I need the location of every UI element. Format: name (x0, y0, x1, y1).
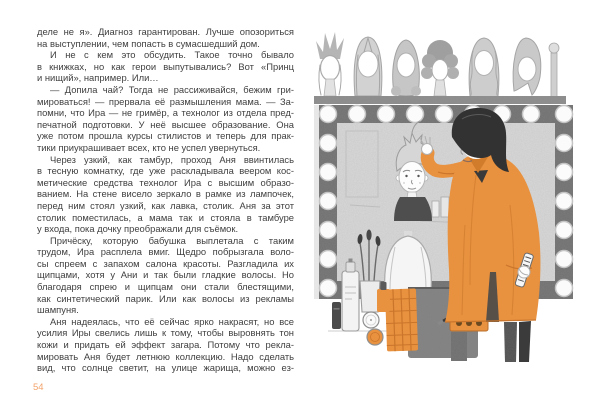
text-line: сы спреем с запахом салона красоты. Разгладила их (37, 257, 294, 269)
text-line: трудом, Ира расплела вмиг. Щедро побрызгала воло- (37, 246, 294, 258)
text-line: у входа, пока дочку преображали для съёмок. (37, 223, 239, 235)
right-page (300, 0, 600, 411)
text-line: деле не я». Диагноз гарантирован. Лучше опозориться (37, 26, 294, 37)
text-line: — Допила чай? Тогда не рассиживайся, бежим гри- (50, 83, 294, 95)
text-line: в тесную комнатку, где уже раскладывала веером кос- (37, 165, 294, 177)
text-line: вид, что солнце светит, на улице жарища, можно ез- (37, 362, 294, 374)
text-line: благодаря спрею и щипцам они стали блестящими, (37, 281, 294, 293)
text-line: усилия Иры свелись лишь к тому, чтобы выровнять тон (37, 327, 294, 339)
text-line: Причёску, которую бабушка выплетала с таким (50, 234, 294, 246)
dressing-room-illustration (300, 25, 580, 370)
text-line: кожи и придать ей эффект загара. Потому что рекла- (37, 339, 294, 351)
text-line: печатной подготовки. У неё высшее образование. Она (37, 118, 294, 130)
text-line: ванием. На стене висело зеркало в рамке из лампочек, (37, 188, 294, 200)
text-line: столик поместилась, а мама так и стояла в тамбуре (37, 211, 294, 223)
text-line: шампуня. (37, 304, 79, 316)
lipstick-tube (332, 302, 341, 329)
text-line: и нищий», например. Или… (37, 72, 159, 84)
text-line: на выступлении, чем попасть в сумасшедший дом. (37, 37, 260, 49)
text-line: как синтетический парик. Или как волосы из рекламы (37, 292, 294, 304)
text-line: Аня надеялась, что её сейчас ярко накрасят, но все (50, 315, 294, 327)
text-line: уже потом прошла курсы стилистов и теперь для прак- (37, 130, 294, 142)
wig-heads-shelf (314, 32, 566, 104)
text-line: И не с кем это обсудить. Такое точно бывало (50, 49, 294, 61)
text-line: мировать Аня будет летнюю коллекцию. Надо сделать (37, 350, 294, 362)
stylist-legs (504, 321, 531, 362)
page-number: 54 (33, 382, 44, 393)
text-line: метические средства технолог Ира с высшим образо- (37, 176, 294, 188)
body-text (37, 26, 294, 374)
text-line: Через узкий, как тамбур, проход Аня ввинтилась (50, 153, 294, 165)
powder-compacts (363, 312, 383, 345)
text-line: в книжках, но как герои выпутывались? Вот «Принц (37, 60, 294, 72)
text-line: помни, что Ира — не гримёр, а технолог из отдела пред- (37, 107, 294, 119)
stylist-hand (422, 144, 433, 155)
stylist-hand-comb (518, 266, 530, 278)
text-line: перед ним стоял узкий, как лавка, столик. Аня за этот (37, 199, 294, 211)
text-line: щипцами, хотя у Ани и так были гладкие волосы. Но (37, 269, 294, 281)
text-line: мироваться! — прервала её размышления мама. — За- (37, 95, 294, 107)
text-line: тики приукрашивает всех, кто не успел увернуться. (37, 141, 261, 153)
